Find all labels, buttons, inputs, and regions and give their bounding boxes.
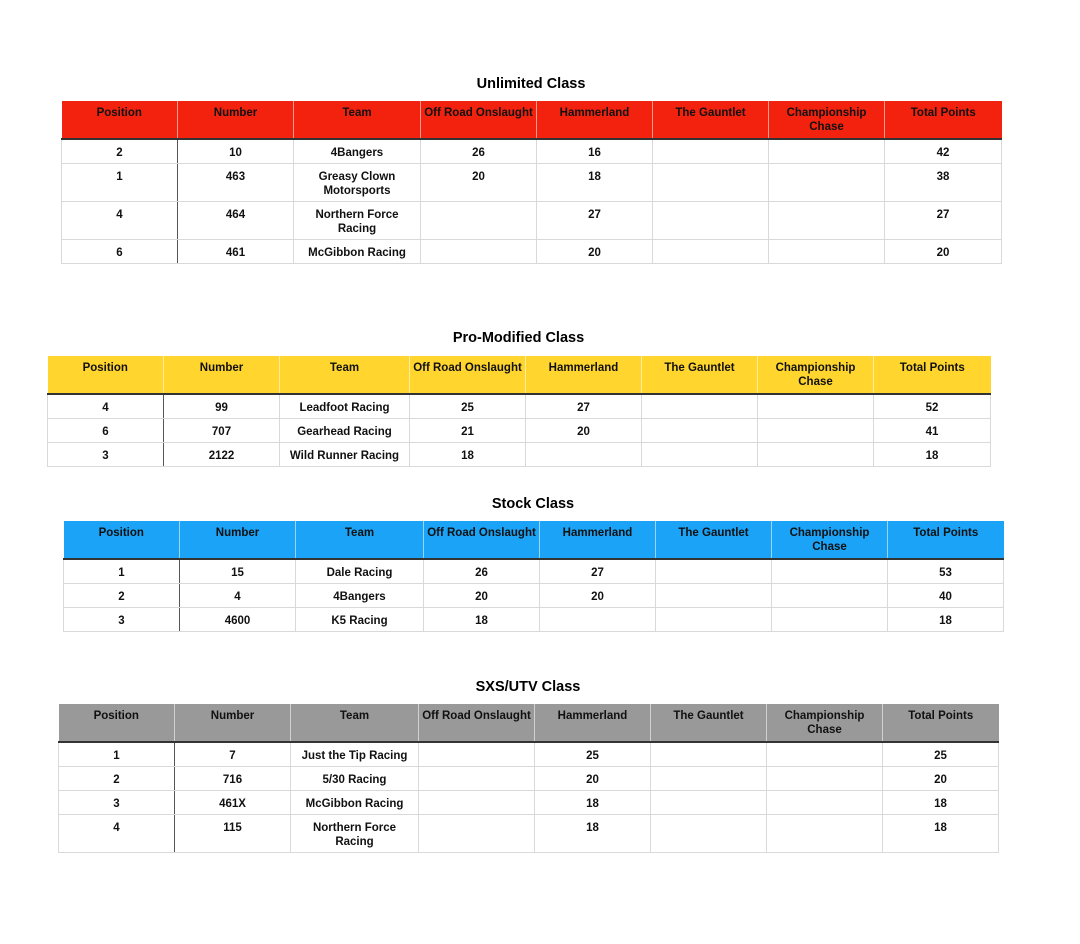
- team-cell: 5/30 Racing: [291, 766, 419, 790]
- header-row: [59, 704, 999, 742]
- championship-chase-cell: [767, 742, 883, 766]
- championship-chase-cell: [772, 559, 888, 583]
- table-row: [62, 239, 1002, 263]
- position-cell: 4: [59, 814, 175, 852]
- total-points-cell: 52: [874, 394, 991, 418]
- the-gauntlet-cell: [651, 742, 767, 766]
- off-road-onslaught-cell: 18: [410, 442, 526, 466]
- column-header-position: Position: [59, 704, 175, 742]
- position-cell: 6: [48, 418, 164, 442]
- table-row: [48, 418, 991, 442]
- total-points-cell: 18: [888, 607, 1004, 631]
- team-cell: Dale Racing: [296, 559, 424, 583]
- section-title: Unlimited Class: [476, 76, 586, 92]
- column-header-championship-chase: Championship Chase: [769, 101, 885, 139]
- table-row: [64, 583, 1004, 607]
- column-header-the-gauntlet: The Gauntlet: [656, 521, 772, 559]
- hammerland-cell: 20: [540, 583, 656, 607]
- section-title: Stock Class: [491, 496, 575, 512]
- number-cell: 461: [178, 239, 294, 263]
- column-header-number: Number: [180, 521, 296, 559]
- off-road-onslaught-cell: 18: [424, 607, 540, 631]
- sxs-utv-standings-table: [58, 704, 999, 853]
- hammerland-cell: [540, 607, 656, 631]
- the-gauntlet-cell: [642, 442, 758, 466]
- stock-standings-table: [63, 521, 1004, 632]
- off-road-onslaught-cell: [419, 814, 535, 852]
- number-cell: 2122: [164, 442, 280, 466]
- the-gauntlet-cell: [651, 790, 767, 814]
- off-road-onslaught-cell: 26: [421, 139, 537, 163]
- team-cell: Wild Runner Racing: [280, 442, 410, 466]
- hammerland-cell: 18: [535, 814, 651, 852]
- number-cell: 463: [178, 163, 294, 201]
- column-header-total-points: Total Points: [888, 521, 1004, 559]
- off-road-onslaught-cell: 26: [424, 559, 540, 583]
- team-cell: Leadfoot Racing: [280, 394, 410, 418]
- off-road-onslaught-cell: [419, 766, 535, 790]
- table-row: [64, 607, 1004, 631]
- column-header-hammerland: Hammerland: [537, 101, 653, 139]
- column-header-off-road-onslaught: Off Road Onslaught: [424, 521, 540, 559]
- column-header-total-points: Total Points: [883, 704, 999, 742]
- column-header-hammerland: Hammerland: [535, 704, 651, 742]
- column-header-team: Team: [291, 704, 419, 742]
- hammerland-cell: 20: [535, 766, 651, 790]
- table-row: [59, 742, 999, 766]
- unlimited-standings-table: [61, 101, 1002, 264]
- number-cell: 99: [164, 394, 280, 418]
- number-cell: 716: [175, 766, 291, 790]
- off-road-onslaught-cell: [421, 201, 537, 239]
- the-gauntlet-cell: [642, 418, 758, 442]
- column-header-position: Position: [64, 521, 180, 559]
- column-header-the-gauntlet: The Gauntlet: [651, 704, 767, 742]
- table-row: [48, 442, 991, 466]
- position-cell: 1: [62, 163, 178, 201]
- total-points-cell: 18: [883, 814, 999, 852]
- the-gauntlet-cell: [653, 239, 769, 263]
- position-cell: 2: [59, 766, 175, 790]
- position-cell: 6: [62, 239, 178, 263]
- table-row: [48, 394, 991, 418]
- the-gauntlet-cell: [656, 607, 772, 631]
- the-gauntlet-cell: [653, 139, 769, 163]
- table-row: [59, 766, 999, 790]
- team-cell: Just the Tip Racing: [291, 742, 419, 766]
- number-cell: 15: [180, 559, 296, 583]
- total-points-cell: 53: [888, 559, 1004, 583]
- column-header-position: Position: [48, 356, 164, 394]
- hammerland-cell: 18: [535, 790, 651, 814]
- position-cell: 3: [48, 442, 164, 466]
- position-cell: 1: [59, 742, 175, 766]
- hammerland-cell: 18: [537, 163, 653, 201]
- championship-chase-cell: [758, 418, 874, 442]
- number-cell: 10: [178, 139, 294, 163]
- column-header-number: Number: [178, 101, 294, 139]
- the-gauntlet-cell: [642, 394, 758, 418]
- championship-chase-cell: [769, 239, 885, 263]
- total-points-cell: 20: [885, 239, 1002, 263]
- column-header-hammerland: Hammerland: [540, 521, 656, 559]
- number-cell: 7: [175, 742, 291, 766]
- pro-modified-standings-table: [47, 356, 991, 467]
- total-points-cell: 18: [874, 442, 991, 466]
- team-cell: McGibbon Racing: [291, 790, 419, 814]
- column-header-team: Team: [294, 101, 421, 139]
- off-road-onslaught-cell: 20: [421, 163, 537, 201]
- total-points-cell: 42: [885, 139, 1002, 163]
- number-cell: 4: [180, 583, 296, 607]
- column-header-off-road-onslaught: Off Road Onslaught: [421, 101, 537, 139]
- the-gauntlet-cell: [656, 559, 772, 583]
- team-cell: K5 Racing: [296, 607, 424, 631]
- position-cell: 2: [62, 139, 178, 163]
- hammerland-cell: 27: [540, 559, 656, 583]
- column-header-off-road-onslaught: Off Road Onslaught: [419, 704, 535, 742]
- number-cell: 461X: [175, 790, 291, 814]
- off-road-onslaught-cell: 21: [410, 418, 526, 442]
- the-gauntlet-cell: [651, 766, 767, 790]
- column-header-hammerland: Hammerland: [526, 356, 642, 394]
- position-cell: 1: [64, 559, 180, 583]
- team-cell: 4Bangers: [294, 139, 421, 163]
- off-road-onslaught-cell: 25: [410, 394, 526, 418]
- column-header-team: Team: [296, 521, 424, 559]
- championship-chase-cell: [772, 583, 888, 607]
- position-cell: 2: [64, 583, 180, 607]
- number-cell: 115: [175, 814, 291, 852]
- column-header-off-road-onslaught: Off Road Onslaught: [410, 356, 526, 394]
- championship-chase-cell: [758, 394, 874, 418]
- table-row: [64, 559, 1004, 583]
- table-row: [59, 790, 999, 814]
- column-header-championship-chase: Championship Chase: [758, 356, 874, 394]
- hammerland-cell: 16: [537, 139, 653, 163]
- table-row: [62, 163, 1002, 201]
- number-cell: 464: [178, 201, 294, 239]
- column-header-the-gauntlet: The Gauntlet: [642, 356, 758, 394]
- hammerland-cell: 25: [535, 742, 651, 766]
- total-points-cell: 27: [885, 201, 1002, 239]
- championship-chase-cell: [769, 163, 885, 201]
- section-title: SXS/UTV Class: [475, 679, 581, 695]
- hammerland-cell: 20: [537, 239, 653, 263]
- the-gauntlet-cell: [656, 583, 772, 607]
- championship-chase-cell: [769, 139, 885, 163]
- the-gauntlet-cell: [653, 163, 769, 201]
- total-points-cell: 40: [888, 583, 1004, 607]
- team-cell: Greasy Clown Motorsports: [294, 163, 421, 201]
- position-cell: 4: [62, 201, 178, 239]
- header-row: [48, 356, 991, 394]
- position-cell: 4: [48, 394, 164, 418]
- section-title: Pro-Modified Class: [452, 330, 585, 346]
- hammerland-cell: 27: [537, 201, 653, 239]
- total-points-cell: 20: [883, 766, 999, 790]
- total-points-cell: 25: [883, 742, 999, 766]
- championship-chase-cell: [769, 201, 885, 239]
- column-header-total-points: Total Points: [885, 101, 1002, 139]
- team-cell: Northern Force Racing: [291, 814, 419, 852]
- the-gauntlet-cell: [653, 201, 769, 239]
- column-header-championship-chase: Championship Chase: [767, 704, 883, 742]
- championship-chase-cell: [772, 607, 888, 631]
- column-header-team: Team: [280, 356, 410, 394]
- number-cell: 707: [164, 418, 280, 442]
- off-road-onslaught-cell: [421, 239, 537, 263]
- hammerland-cell: 20: [526, 418, 642, 442]
- championship-chase-cell: [767, 766, 883, 790]
- header-row: [64, 521, 1004, 559]
- hammerland-cell: [526, 442, 642, 466]
- off-road-onslaught-cell: [419, 790, 535, 814]
- column-header-number: Number: [175, 704, 291, 742]
- team-cell: Northern Force Racing: [294, 201, 421, 239]
- off-road-onslaught-cell: [419, 742, 535, 766]
- table-row: [59, 814, 999, 852]
- team-cell: 4Bangers: [296, 583, 424, 607]
- column-header-position: Position: [62, 101, 178, 139]
- hammerland-cell: 27: [526, 394, 642, 418]
- header-row: [62, 101, 1002, 139]
- team-cell: Gearhead Racing: [280, 418, 410, 442]
- championship-chase-cell: [767, 814, 883, 852]
- championship-chase-cell: [758, 442, 874, 466]
- team-cell: McGibbon Racing: [294, 239, 421, 263]
- position-cell: 3: [64, 607, 180, 631]
- column-header-total-points: Total Points: [874, 356, 991, 394]
- total-points-cell: 18: [883, 790, 999, 814]
- total-points-cell: 38: [885, 163, 1002, 201]
- position-cell: 3: [59, 790, 175, 814]
- table-row: [62, 201, 1002, 239]
- off-road-onslaught-cell: 20: [424, 583, 540, 607]
- the-gauntlet-cell: [651, 814, 767, 852]
- total-points-cell: 41: [874, 418, 991, 442]
- number-cell: 4600: [180, 607, 296, 631]
- column-header-championship-chase: Championship Chase: [772, 521, 888, 559]
- column-header-number: Number: [164, 356, 280, 394]
- championship-chase-cell: [767, 790, 883, 814]
- table-row: [62, 139, 1002, 163]
- column-header-the-gauntlet: The Gauntlet: [653, 101, 769, 139]
